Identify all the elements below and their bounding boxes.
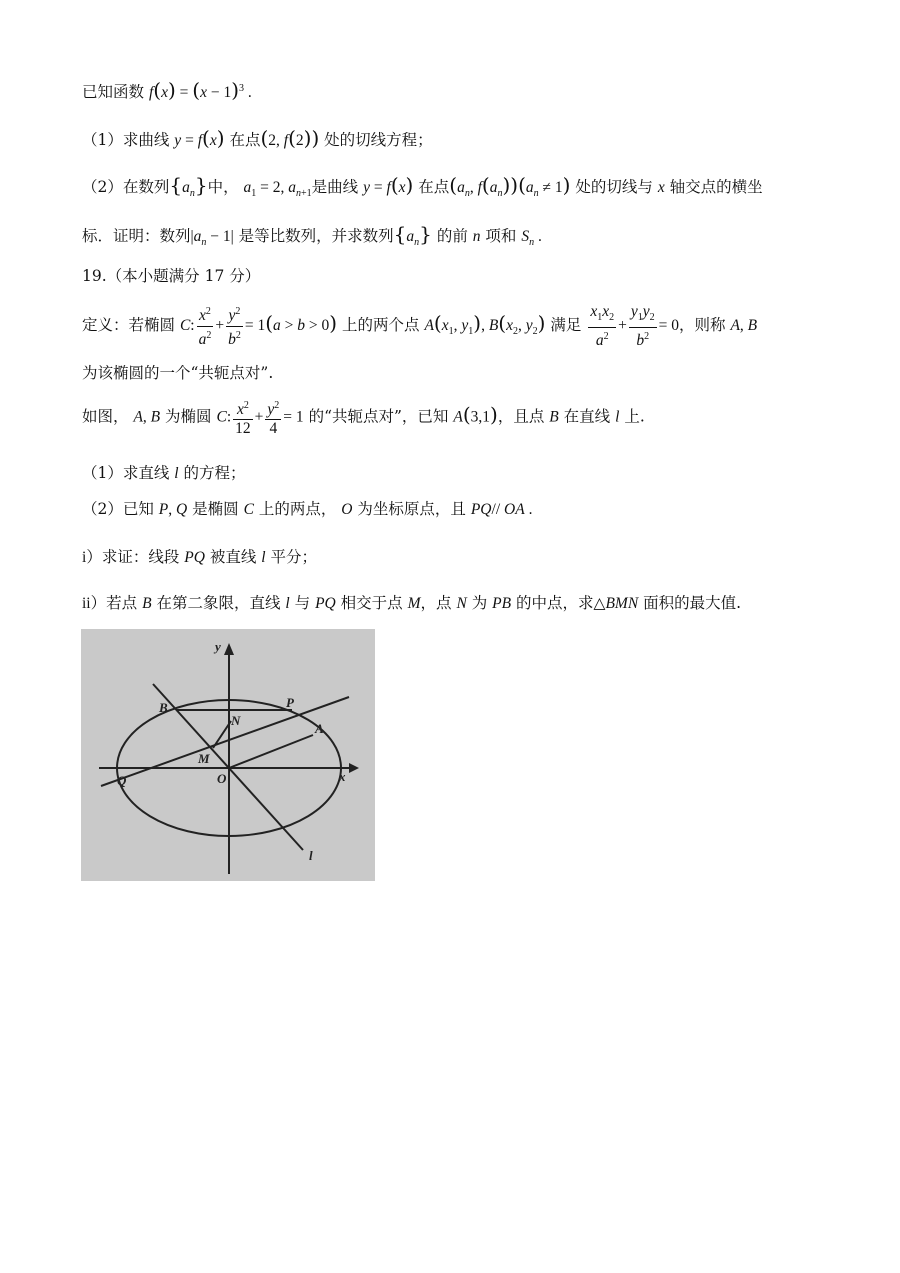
segment-oa <box>229 735 313 768</box>
q19-definition-line1: 定义：若椭圆 C: $\frac{x^2}{a^2}$ + $\frac{y^2}{b^2}$ = 1(a > b > 0) 上的两个点 $A(x_1$, $y_1$), $B(x_2$, $y_2$) 满足 $\frac{x_1x_2}{a^2}$ + $\frac{y_1y_2}{b^2}$ = 0，则称 A, B <box>82 303 758 350</box>
q19-part1: （1）求直线 l 的方程； <box>82 464 246 482</box>
label-l: l <box>309 848 313 863</box>
ellipse-diagram <box>81 629 375 881</box>
q19-sub-ii: ii）若点 B 在第二象限，直线 l 与 PQ 相交于点 M，点 N 为 PB 的中点，求△BMN 面积的最大值. <box>82 594 742 612</box>
q18-part2-line2: 标．证明：数列$|a_n - 1|$ 是等比数列，并求数列$\{a_n\}$ 的前 n 项和 $S_n$ . <box>82 222 542 249</box>
label-p: P <box>286 695 294 710</box>
q19-sub-i: i）求证：线段 PQ 被直线 l 平分； <box>82 548 318 566</box>
q19-given: 如图， A, B 为椭圆 C: $\frac{x^2}{12}$ + $\frac{y^2}{4}$ = 1 的“共轭点对”，已知 A(3,1)，且点 B 在直线 l 上. <box>82 397 645 438</box>
q19-header: 19.（本小题满分 17 分） <box>82 267 261 285</box>
label-o: O <box>217 771 227 786</box>
label-b: B <box>159 700 168 715</box>
label-m: M <box>198 751 210 766</box>
label-y: y <box>215 639 221 654</box>
q18-part1: （1）求曲线 y = f(x) 在点(2, f(2)) 处的切线方程； <box>82 126 433 150</box>
q18-intro: 已知函数 $f(x) = (x - 1)^3$ . <box>82 78 252 102</box>
q18-part2-line1: （2）在数列$\{a_n\}$中， $a_1 = 2$, $a_{n+1}$是曲线 y = f(x) 在点($a_n$, $f(a_n))(a_n \ne 1)$ 处的切线与 x 轴交点的横坐 <box>82 173 763 200</box>
ellipse-figure <box>81 629 375 881</box>
label-n: N <box>231 713 241 728</box>
label-q: Q <box>117 773 127 788</box>
x-axis-arrow <box>349 763 359 773</box>
y-axis-arrow <box>224 643 234 655</box>
q19-part2: （2）已知 P, Q 是椭圆 C 上的两点， O 为坐标原点，且 PQ// OA . <box>82 500 533 518</box>
label-x: x <box>339 769 346 784</box>
label-a: A <box>315 721 324 736</box>
q19-definition-line2: 为该椭圆的一个“共轭点对”. <box>82 364 274 382</box>
